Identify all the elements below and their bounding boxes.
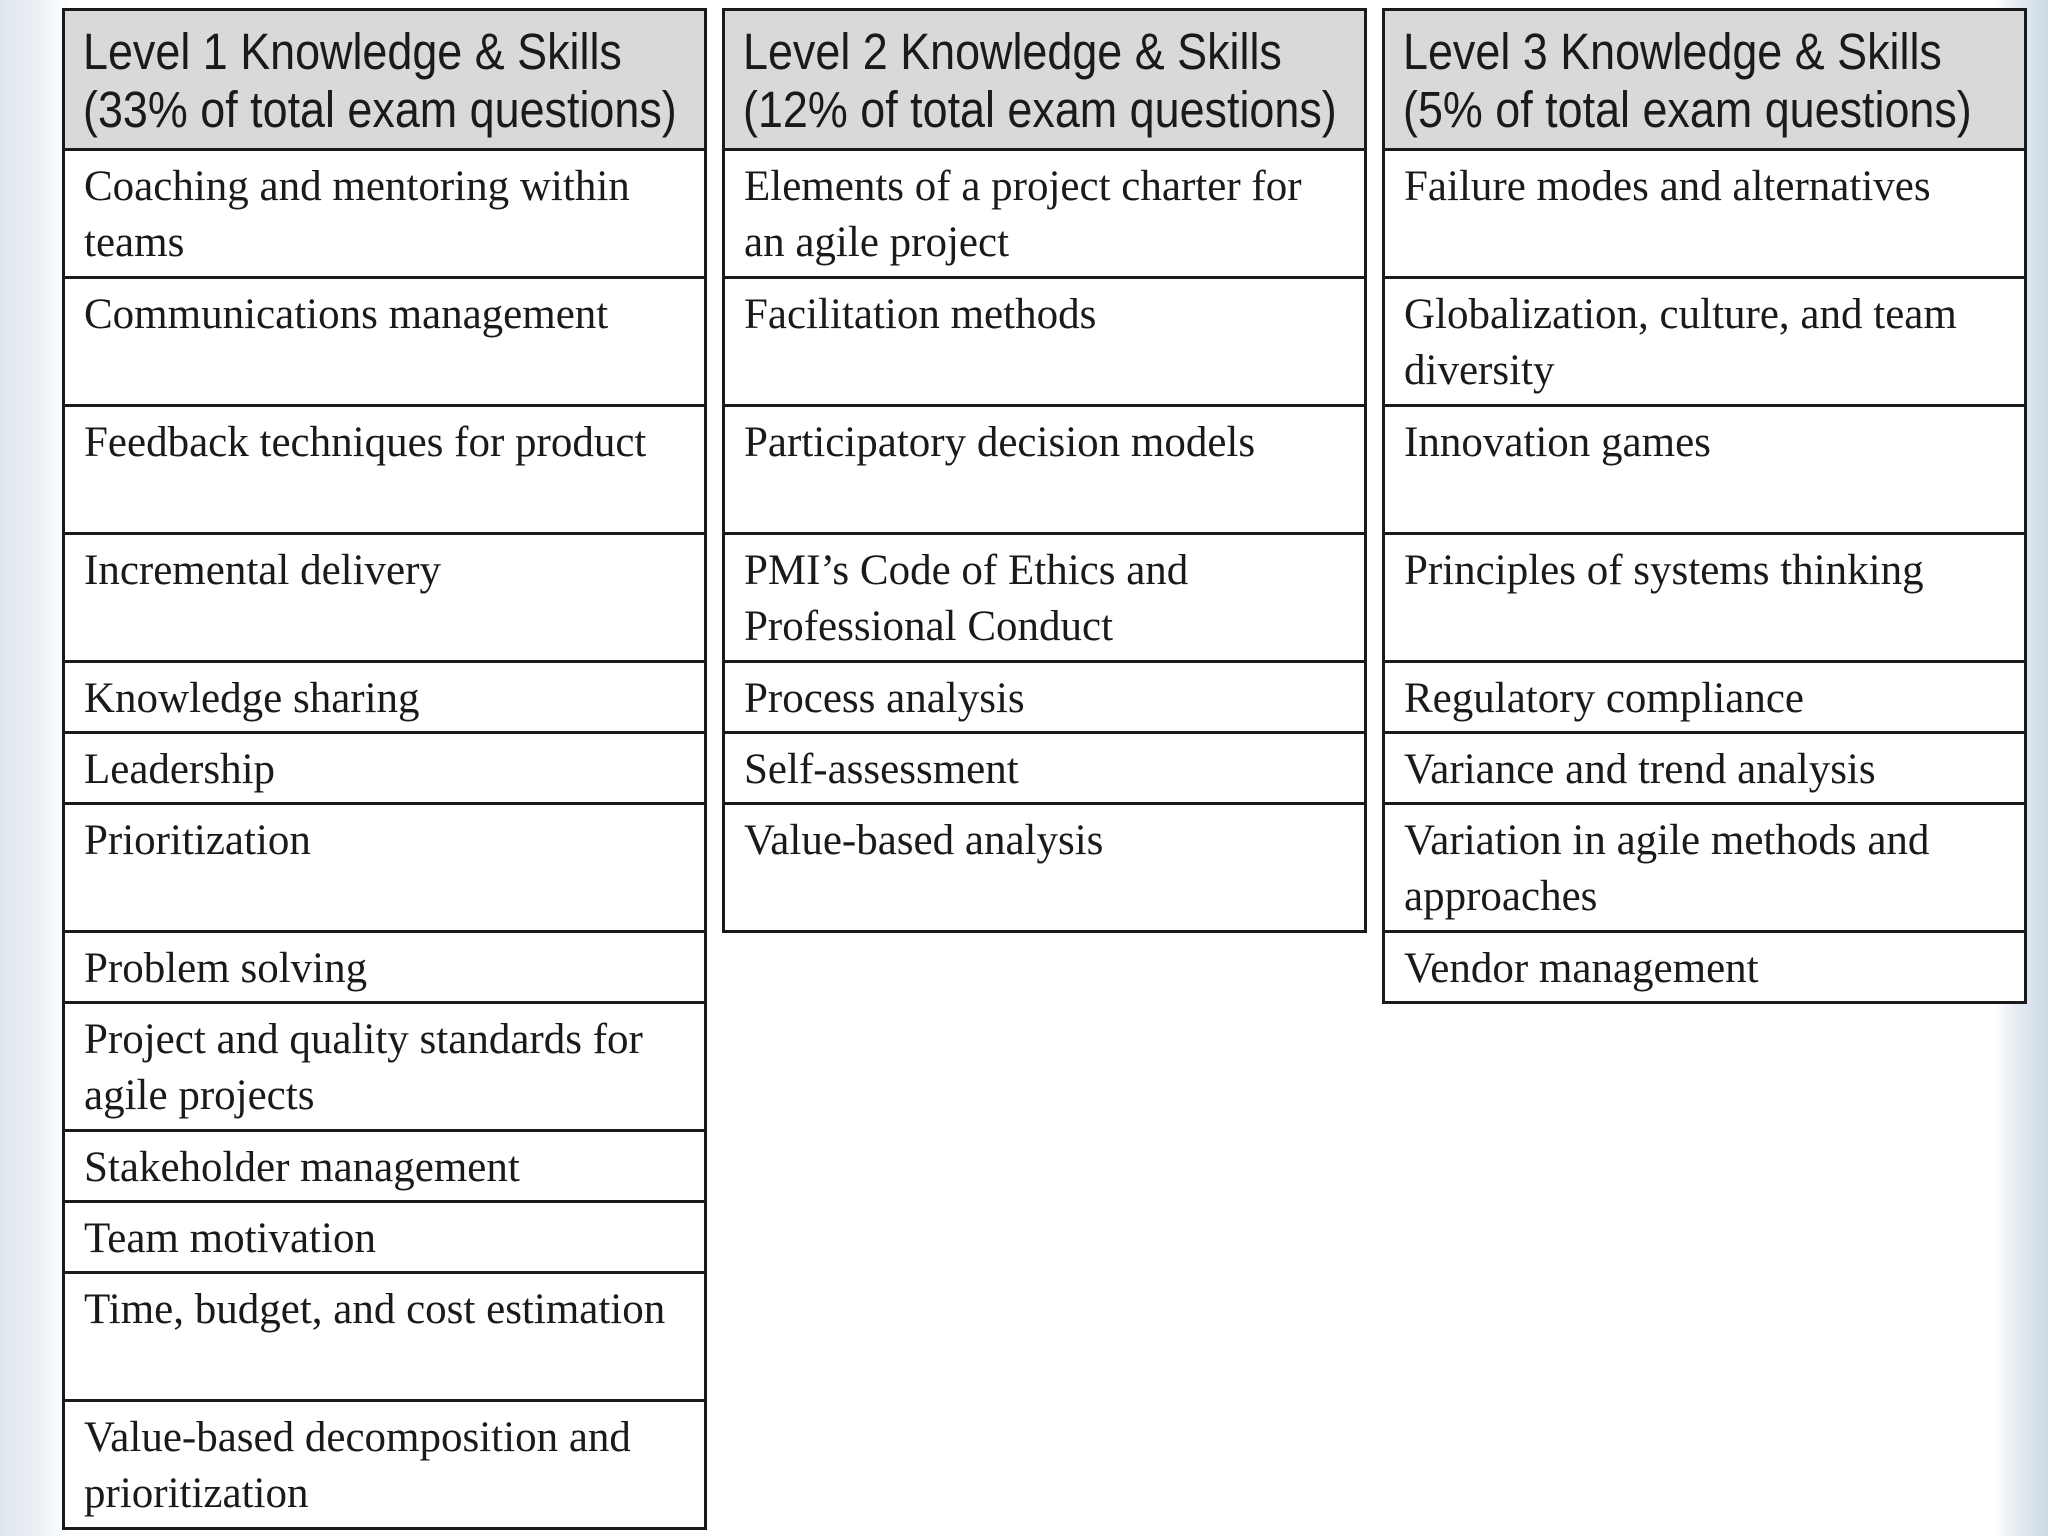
table-cell: Team motivation	[65, 1203, 704, 1274]
column-subtitle: (12% of total exam questions)	[743, 81, 1337, 138]
table-cell: Time, budget, and cost estimation	[65, 1274, 704, 1402]
table-cell: Facilitation methods	[725, 279, 1364, 407]
table-cell: Elements of a project charter for an agile project	[725, 151, 1364, 279]
column-title: Level 2 Knowledge & Skills	[743, 23, 1282, 80]
table-cell: Participatory decision models	[725, 407, 1364, 535]
table-cell: Prioritization	[65, 805, 704, 933]
table-cell: Regulatory compliance	[1385, 663, 2024, 734]
table-cell: Self-assessment	[725, 734, 1364, 805]
level-2-column	[722, 8, 1367, 933]
column-header	[725, 11, 1364, 151]
column-subtitle: (5% of total exam questions)	[1403, 81, 1972, 138]
column-header	[1385, 11, 2024, 151]
table-cell: Process analysis	[725, 663, 1364, 734]
table-cell: PMI’s Code of Ethics and Professional Conduct	[725, 535, 1364, 663]
table-cell: Stakeholder management	[65, 1132, 704, 1203]
table-cell: Problem solving	[65, 933, 704, 1004]
table-cell: Vendor management	[1385, 933, 2024, 1004]
table-cell: Feedback techniques for product	[65, 407, 704, 535]
table-cell: Project and quality standards for agile projects	[65, 1004, 704, 1132]
table-cell: Communications management	[65, 279, 704, 407]
table-cell: Variance and trend analysis	[1385, 734, 2024, 805]
column-subtitle: (33% of total exam questions)	[83, 81, 677, 138]
column-title: Level 3 Knowledge & Skills	[1403, 23, 1942, 80]
table-cell: Value-based decomposition and prioritization	[65, 1402, 704, 1530]
table-cell: Knowledge sharing	[65, 663, 704, 734]
table-cell: Incremental delivery	[65, 535, 704, 663]
level-3-column	[1382, 8, 2027, 1004]
column-title: Level 1 Knowledge & Skills	[83, 23, 622, 80]
table-cell: Leadership	[65, 734, 704, 805]
table-cell: Coaching and mentoring within teams	[65, 151, 704, 279]
table-cell: Principles of systems thinking	[1385, 535, 2024, 663]
column-header	[65, 11, 704, 151]
level-1-column	[62, 8, 707, 1530]
background-left	[0, 0, 70, 1536]
table-cell: Variation in agile methods and approaches	[1385, 805, 2024, 933]
table-cell: Innovation games	[1385, 407, 2024, 535]
table-cell: Value-based analysis	[725, 805, 1364, 933]
table-cell: Globalization, culture, and team diversity	[1385, 279, 2024, 407]
table-cell: Failure modes and alternatives	[1385, 151, 2024, 279]
